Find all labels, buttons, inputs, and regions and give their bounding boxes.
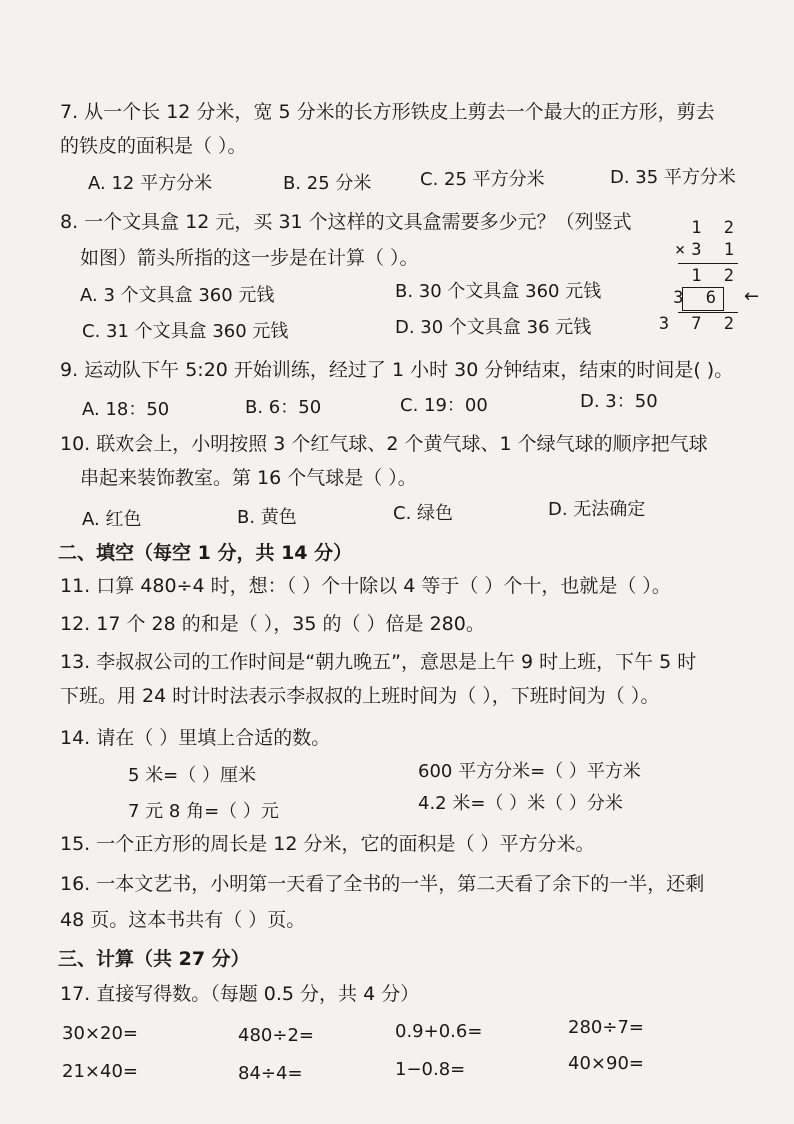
q13-line2: 下班。用 24 时计时法表示李叔叔的上班时间为（ ），下班时间为（ ）。 (60, 685, 660, 707)
q17-item-7: 1−0.8= (395, 1059, 466, 1080)
q8-option-b: B. 30 个文具盒 360 元钱 (395, 281, 602, 302)
q12-text: 12. 17 个 28 的和是（ ），35 的（ ）倍是 280。 (60, 613, 485, 635)
q14-item-b: 600 平方分米=（ ）平方米 (418, 761, 641, 782)
q8-line1: 8. 一个文具盒 12 元，买 31 个这样的文具盒需要多少元？（列竖式 (60, 211, 632, 233)
vcalc-line-1 (678, 263, 738, 264)
q7-line2: 的铁皮的面积是（ ）。 (60, 135, 247, 157)
q17-item-2: 480÷2= (238, 1025, 314, 1046)
q17-item-1: 30×20= (62, 1023, 138, 1044)
q9-option-a: A. 18：50 (82, 399, 170, 420)
q11-text: 11. 口算 480÷4 时，想：（ ）个十除以 4 等于（ ）个十，也就是（ ）。 (60, 575, 671, 597)
q16-line1: 16. 一本文艺书，小明第一天看了全书的一半，第二天看了余下的一半，还剩 (60, 873, 705, 895)
q9-option-b: B. 6：50 (245, 397, 322, 418)
vcalc-multiplicand: 1 2 (691, 218, 740, 238)
q10-line2: 串起来装饰教室。第 16 个气球是（ ）。 (80, 467, 417, 489)
q7-option-c: C. 25 平方分米 (420, 169, 545, 190)
q10-option-c: C. 绿色 (393, 503, 454, 524)
q10-option-b: B. 黄色 (237, 507, 297, 528)
q17-title: 17. 直接写得数。（每题 0.5 分，共 4 分） (60, 983, 420, 1005)
q10-line1: 10. 联欢会上，小明按照 3 个红气球、2 个黄气球、1 个绿气球的顺序把气球 (60, 433, 708, 455)
q9-line1: 9. 运动队下午 5:20 开始训练，经过了 1 小时 30 分钟结束，结束的时间是( )。 (60, 359, 734, 381)
q7-option-b: B. 25 分米 (283, 173, 372, 194)
q15-text: 15. 一个正方形的周长是 12 分米，它的面积是（ ）平方分米。 (60, 833, 595, 855)
q13-line1: 13. 李叔叔公司的工作时间是“朝九晚五”，意思是上午 9 时上班，下午 5 时 (60, 651, 697, 673)
q10-option-a: A. 红色 (82, 509, 142, 530)
vcalc-product: 3 7 2 (658, 314, 740, 334)
q8-option-a: A. 3 个文具盒 360 元钱 (80, 285, 275, 306)
q7-option-d: D. 35 平方分米 (610, 167, 736, 188)
q14-line1: 14. 请在（ ）里填上合适的数。 (60, 727, 331, 749)
section-3-heading: 三、计算（共 27 分） (58, 948, 250, 970)
section-2-heading: 二、填空（每空 1 分，共 14 分） (58, 542, 353, 564)
q16-line2: 48 页。这本书共有（ ）页。 (60, 909, 306, 931)
vcalc-partial-2: 3 6 (673, 288, 722, 308)
vcalc-line-2 (678, 312, 738, 313)
q17-item-4: 280÷7= (568, 1017, 644, 1038)
vcalc-partial-1: 1 2 (691, 266, 740, 286)
q8-line2: 如图）箭头所指的这一步是在计算（ ）。 (80, 247, 419, 269)
q17-item-3: 0.9+0.6= (395, 1021, 483, 1042)
q17-item-6: 84÷4= (238, 1063, 303, 1084)
q14-item-a: 5 米=（ ）厘米 (128, 765, 256, 786)
q8-option-d: D. 30 个文具盒 36 元钱 (395, 317, 592, 338)
q17-item-5: 21×40= (62, 1061, 138, 1082)
q17-item-8: 40×90= (568, 1053, 644, 1074)
q8-option-c: C. 31 个文具盒 360 元钱 (82, 321, 289, 342)
left-arrow-icon: ← (744, 286, 760, 307)
q7-line1: 7. 从一个长 12 分米，宽 5 分米的长方形铁皮上剪去一个最大的正方形，剪去 (60, 101, 715, 123)
vcalc-multiplier: ×3 1 (675, 240, 740, 260)
q14-item-d: 4.2 米=（ ）米（ ）分米 (418, 793, 623, 814)
q9-option-c: C. 19：00 (400, 395, 488, 416)
q10-option-d: D. 无法确定 (548, 499, 646, 520)
q14-item-c: 7 元 8 角=（ ）元 (128, 801, 279, 822)
q9-option-d: D. 3：50 (580, 391, 658, 412)
q7-option-a: A. 12 平方分米 (88, 173, 213, 194)
